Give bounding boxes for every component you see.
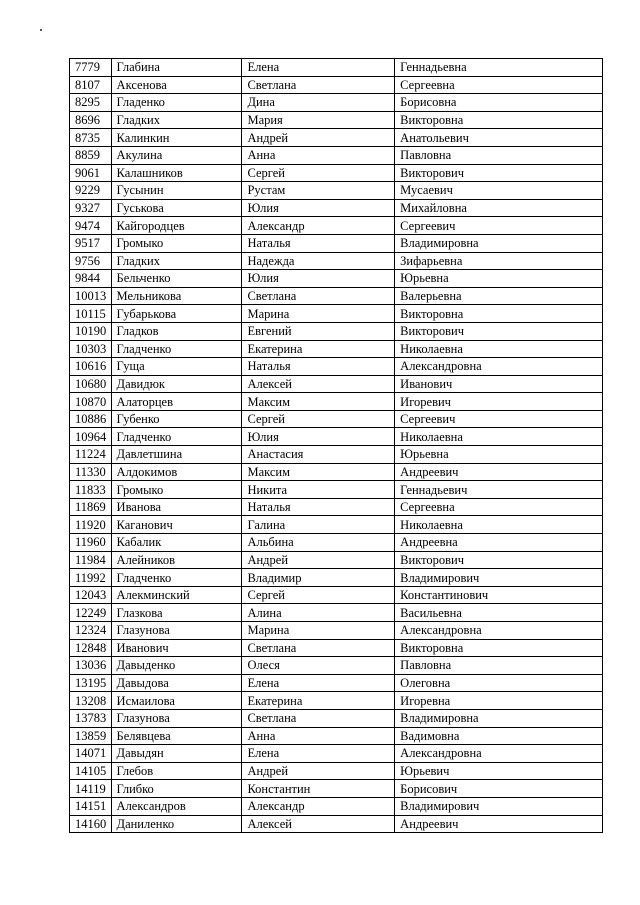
table-row bbox=[70, 94, 603, 112]
last-name-cell: Глазунова bbox=[111, 622, 242, 640]
id-cell: 10303 bbox=[70, 340, 112, 358]
table-row bbox=[70, 270, 603, 288]
first-name-cell: Анна bbox=[242, 727, 395, 745]
id-cell: 9756 bbox=[70, 252, 112, 270]
table-row bbox=[70, 76, 603, 94]
patronymic-cell: Юрьевна bbox=[395, 446, 603, 464]
first-name-cell: Андрей bbox=[242, 551, 395, 569]
patronymic-cell: Игоревна bbox=[395, 692, 603, 710]
table-row bbox=[70, 358, 603, 376]
patronymic-cell: Андреевич bbox=[395, 463, 603, 481]
table-row bbox=[70, 287, 603, 305]
id-cell: 10886 bbox=[70, 410, 112, 428]
first-name-cell: Максим bbox=[242, 463, 395, 481]
first-name-cell: Надежда bbox=[242, 252, 395, 270]
id-cell: 14119 bbox=[70, 780, 112, 798]
table-row bbox=[70, 59, 603, 77]
table-row bbox=[70, 446, 603, 464]
table-row bbox=[70, 604, 603, 622]
table-row bbox=[70, 762, 603, 780]
table-row bbox=[70, 481, 603, 499]
table-row bbox=[70, 569, 603, 587]
last-name-cell: Давидюк bbox=[111, 375, 242, 393]
last-name-cell: Алдокимов bbox=[111, 463, 242, 481]
first-name-cell: Елена bbox=[242, 59, 395, 77]
first-name-cell: Сергей bbox=[242, 164, 395, 182]
patronymic-cell: Юрьевич bbox=[395, 762, 603, 780]
patronymic-cell: Константинович bbox=[395, 586, 603, 604]
last-name-cell: Гуща bbox=[111, 358, 242, 376]
id-cell: 13208 bbox=[70, 692, 112, 710]
table-row bbox=[70, 234, 603, 252]
id-cell: 14071 bbox=[70, 745, 112, 763]
first-name-cell: Константин bbox=[242, 780, 395, 798]
last-name-cell: Гладков bbox=[111, 322, 242, 340]
scan-speck bbox=[40, 29, 42, 31]
last-name-cell: Глабина bbox=[111, 59, 242, 77]
first-name-cell: Алина bbox=[242, 604, 395, 622]
last-name-cell: Каганович bbox=[111, 516, 242, 534]
patronymic-cell: Иванович bbox=[395, 375, 603, 393]
id-cell: 10115 bbox=[70, 305, 112, 323]
id-cell: 11992 bbox=[70, 569, 112, 587]
table-row bbox=[70, 463, 603, 481]
first-name-cell: Александр bbox=[242, 797, 395, 815]
last-name-cell: Иванович bbox=[111, 639, 242, 657]
table-row bbox=[70, 428, 603, 446]
last-name-cell: Глибко bbox=[111, 780, 242, 798]
patronymic-cell: Михайловна bbox=[395, 199, 603, 217]
first-name-cell: Максим bbox=[242, 393, 395, 411]
table-row bbox=[70, 586, 603, 604]
id-cell: 12324 bbox=[70, 622, 112, 640]
last-name-cell: Акулина bbox=[111, 146, 242, 164]
last-name-cell: Мельникова bbox=[111, 287, 242, 305]
last-name-cell: Громыко bbox=[111, 481, 242, 499]
table-row bbox=[70, 534, 603, 552]
last-name-cell: Кабалик bbox=[111, 534, 242, 552]
id-cell: 11224 bbox=[70, 446, 112, 464]
table-row bbox=[70, 340, 603, 358]
patronymic-cell: Геннадьевна bbox=[395, 59, 603, 77]
first-name-cell: Владимир bbox=[242, 569, 395, 587]
patronymic-cell: Викторович bbox=[395, 164, 603, 182]
first-name-cell: Евгений bbox=[242, 322, 395, 340]
id-cell: 14151 bbox=[70, 797, 112, 815]
patronymic-cell: Владимировна bbox=[395, 709, 603, 727]
first-name-cell: Светлана bbox=[242, 287, 395, 305]
roster-table bbox=[69, 58, 603, 833]
last-name-cell: Давыдова bbox=[111, 674, 242, 692]
table-row bbox=[70, 674, 603, 692]
last-name-cell: Аксенова bbox=[111, 76, 242, 94]
patronymic-cell: Сергеевич bbox=[395, 217, 603, 235]
id-cell: 8859 bbox=[70, 146, 112, 164]
first-name-cell: Екатерина bbox=[242, 692, 395, 710]
last-name-cell: Давлетшина bbox=[111, 446, 242, 464]
table-row bbox=[70, 498, 603, 516]
id-cell: 13195 bbox=[70, 674, 112, 692]
first-name-cell: Наталья bbox=[242, 234, 395, 252]
patronymic-cell: Игоревич bbox=[395, 393, 603, 411]
last-name-cell: Гладченко bbox=[111, 569, 242, 587]
table-row bbox=[70, 727, 603, 745]
last-name-cell: Алейников bbox=[111, 551, 242, 569]
patronymic-cell: Андреевич bbox=[395, 815, 603, 833]
table-row bbox=[70, 815, 603, 833]
patronymic-cell: Александровна bbox=[395, 358, 603, 376]
last-name-cell: Гладких bbox=[111, 111, 242, 129]
first-name-cell: Никита bbox=[242, 481, 395, 499]
first-name-cell: Галина bbox=[242, 516, 395, 534]
id-cell: 9061 bbox=[70, 164, 112, 182]
patronymic-cell: Анатольевич bbox=[395, 129, 603, 147]
first-name-cell: Рустам bbox=[242, 182, 395, 200]
last-name-cell: Давыденко bbox=[111, 657, 242, 675]
table-row bbox=[70, 551, 603, 569]
table-row bbox=[70, 516, 603, 534]
table-row bbox=[70, 410, 603, 428]
id-cell: 10964 bbox=[70, 428, 112, 446]
patronymic-cell: Александровна bbox=[395, 745, 603, 763]
id-cell: 9229 bbox=[70, 182, 112, 200]
first-name-cell: Екатерина bbox=[242, 340, 395, 358]
id-cell: 11960 bbox=[70, 534, 112, 552]
table-row bbox=[70, 622, 603, 640]
last-name-cell: Губенко bbox=[111, 410, 242, 428]
id-cell: 12043 bbox=[70, 586, 112, 604]
last-name-cell: Алекминский bbox=[111, 586, 242, 604]
patronymic-cell: Олеговна bbox=[395, 674, 603, 692]
last-name-cell: Гладких bbox=[111, 252, 242, 270]
table-row bbox=[70, 111, 603, 129]
patronymic-cell: Васильевна bbox=[395, 604, 603, 622]
id-cell: 10680 bbox=[70, 375, 112, 393]
last-name-cell: Исмаилова bbox=[111, 692, 242, 710]
table-row bbox=[70, 709, 603, 727]
last-name-cell: Бельченко bbox=[111, 270, 242, 288]
last-name-cell: Гладенко bbox=[111, 94, 242, 112]
first-name-cell: Андрей bbox=[242, 762, 395, 780]
patronymic-cell: Геннадьевич bbox=[395, 481, 603, 499]
first-name-cell: Елена bbox=[242, 745, 395, 763]
last-name-cell: Калашников bbox=[111, 164, 242, 182]
id-cell: 9517 bbox=[70, 234, 112, 252]
id-cell: 11984 bbox=[70, 551, 112, 569]
patronymic-cell: Владимировна bbox=[395, 234, 603, 252]
patronymic-cell: Владимирович bbox=[395, 569, 603, 587]
id-cell: 14160 bbox=[70, 815, 112, 833]
table-row bbox=[70, 393, 603, 411]
id-cell: 9474 bbox=[70, 217, 112, 235]
id-cell: 10013 bbox=[70, 287, 112, 305]
first-name-cell: Мария bbox=[242, 111, 395, 129]
last-name-cell: Гуськова bbox=[111, 199, 242, 217]
patronymic-cell: Сергеевна bbox=[395, 498, 603, 516]
patronymic-cell: Борисовна bbox=[395, 94, 603, 112]
table-row bbox=[70, 375, 603, 393]
last-name-cell: Губарькова bbox=[111, 305, 242, 323]
table-row bbox=[70, 745, 603, 763]
patronymic-cell: Владимирович bbox=[395, 797, 603, 815]
patronymic-cell: Валерьевна bbox=[395, 287, 603, 305]
roster-body bbox=[70, 59, 603, 833]
first-name-cell: Анна bbox=[242, 146, 395, 164]
last-name-cell: Глазунова bbox=[111, 709, 242, 727]
id-cell: 9327 bbox=[70, 199, 112, 217]
first-name-cell: Светлана bbox=[242, 76, 395, 94]
last-name-cell: Глазкова bbox=[111, 604, 242, 622]
patronymic-cell: Сергеевич bbox=[395, 410, 603, 428]
id-cell: 12249 bbox=[70, 604, 112, 622]
first-name-cell: Сергей bbox=[242, 410, 395, 428]
table-row bbox=[70, 164, 603, 182]
first-name-cell: Александр bbox=[242, 217, 395, 235]
patronymic-cell: Павловна bbox=[395, 657, 603, 675]
table-row bbox=[70, 657, 603, 675]
id-cell: 14105 bbox=[70, 762, 112, 780]
last-name-cell: Давыдян bbox=[111, 745, 242, 763]
table-row bbox=[70, 182, 603, 200]
last-name-cell: Глебов bbox=[111, 762, 242, 780]
id-cell: 10616 bbox=[70, 358, 112, 376]
patronymic-cell: Викторович bbox=[395, 322, 603, 340]
first-name-cell: Светлана bbox=[242, 639, 395, 657]
table-row bbox=[70, 199, 603, 217]
id-cell: 8107 bbox=[70, 76, 112, 94]
first-name-cell: Марина bbox=[242, 622, 395, 640]
id-cell: 11869 bbox=[70, 498, 112, 516]
last-name-cell: Гусынин bbox=[111, 182, 242, 200]
table-row bbox=[70, 797, 603, 815]
first-name-cell: Наталья bbox=[242, 358, 395, 376]
table-row bbox=[70, 129, 603, 147]
patronymic-cell: Александровна bbox=[395, 622, 603, 640]
patronymic-cell: Мусаевич bbox=[395, 182, 603, 200]
table-row bbox=[70, 305, 603, 323]
last-name-cell: Александров bbox=[111, 797, 242, 815]
table-row bbox=[70, 780, 603, 798]
first-name-cell: Дина bbox=[242, 94, 395, 112]
patronymic-cell: Андреевна bbox=[395, 534, 603, 552]
last-name-cell: Кайгородцев bbox=[111, 217, 242, 235]
last-name-cell: Белявцева bbox=[111, 727, 242, 745]
patronymic-cell: Зифарьевна bbox=[395, 252, 603, 270]
first-name-cell: Сергей bbox=[242, 586, 395, 604]
patronymic-cell: Вадимовна bbox=[395, 727, 603, 745]
table-row bbox=[70, 639, 603, 657]
first-name-cell: Марина bbox=[242, 305, 395, 323]
first-name-cell: Юлия bbox=[242, 270, 395, 288]
id-cell: 10190 bbox=[70, 322, 112, 340]
id-cell: 7779 bbox=[70, 59, 112, 77]
first-name-cell: Анастасия bbox=[242, 446, 395, 464]
table-row bbox=[70, 146, 603, 164]
patronymic-cell: Сергеевна bbox=[395, 76, 603, 94]
id-cell: 10870 bbox=[70, 393, 112, 411]
patronymic-cell: Викторовна bbox=[395, 639, 603, 657]
id-cell: 9844 bbox=[70, 270, 112, 288]
id-cell: 13036 bbox=[70, 657, 112, 675]
patronymic-cell: Викторовна bbox=[395, 305, 603, 323]
last-name-cell: Гладченко bbox=[111, 428, 242, 446]
id-cell: 11920 bbox=[70, 516, 112, 534]
table-row bbox=[70, 252, 603, 270]
first-name-cell: Альбина bbox=[242, 534, 395, 552]
id-cell: 8735 bbox=[70, 129, 112, 147]
patronymic-cell: Николаевна bbox=[395, 340, 603, 358]
id-cell: 13783 bbox=[70, 709, 112, 727]
patronymic-cell: Николаевна bbox=[395, 428, 603, 446]
id-cell: 8696 bbox=[70, 111, 112, 129]
patronymic-cell: Николаевна bbox=[395, 516, 603, 534]
id-cell: 11330 bbox=[70, 463, 112, 481]
last-name-cell: Даниленко bbox=[111, 815, 242, 833]
id-cell: 12848 bbox=[70, 639, 112, 657]
first-name-cell: Елена bbox=[242, 674, 395, 692]
last-name-cell: Алаторцев bbox=[111, 393, 242, 411]
patronymic-cell: Юрьевна bbox=[395, 270, 603, 288]
last-name-cell: Иванова bbox=[111, 498, 242, 516]
table-row bbox=[70, 692, 603, 710]
first-name-cell: Наталья bbox=[242, 498, 395, 516]
last-name-cell: Громыко bbox=[111, 234, 242, 252]
patronymic-cell: Павловна bbox=[395, 146, 603, 164]
id-cell: 11833 bbox=[70, 481, 112, 499]
first-name-cell: Светлана bbox=[242, 709, 395, 727]
first-name-cell: Олеся bbox=[242, 657, 395, 675]
patronymic-cell: Борисович bbox=[395, 780, 603, 798]
first-name-cell: Алексей bbox=[242, 375, 395, 393]
table-row bbox=[70, 217, 603, 235]
table-row bbox=[70, 322, 603, 340]
patronymic-cell: Викторовна bbox=[395, 111, 603, 129]
first-name-cell: Алексей bbox=[242, 815, 395, 833]
id-cell: 13859 bbox=[70, 727, 112, 745]
last-name-cell: Гладченко bbox=[111, 340, 242, 358]
first-name-cell: Юлия bbox=[242, 199, 395, 217]
first-name-cell: Юлия bbox=[242, 428, 395, 446]
first-name-cell: Андрей bbox=[242, 129, 395, 147]
id-cell: 8295 bbox=[70, 94, 112, 112]
last-name-cell: Калинкин bbox=[111, 129, 242, 147]
patronymic-cell: Викторович bbox=[395, 551, 603, 569]
